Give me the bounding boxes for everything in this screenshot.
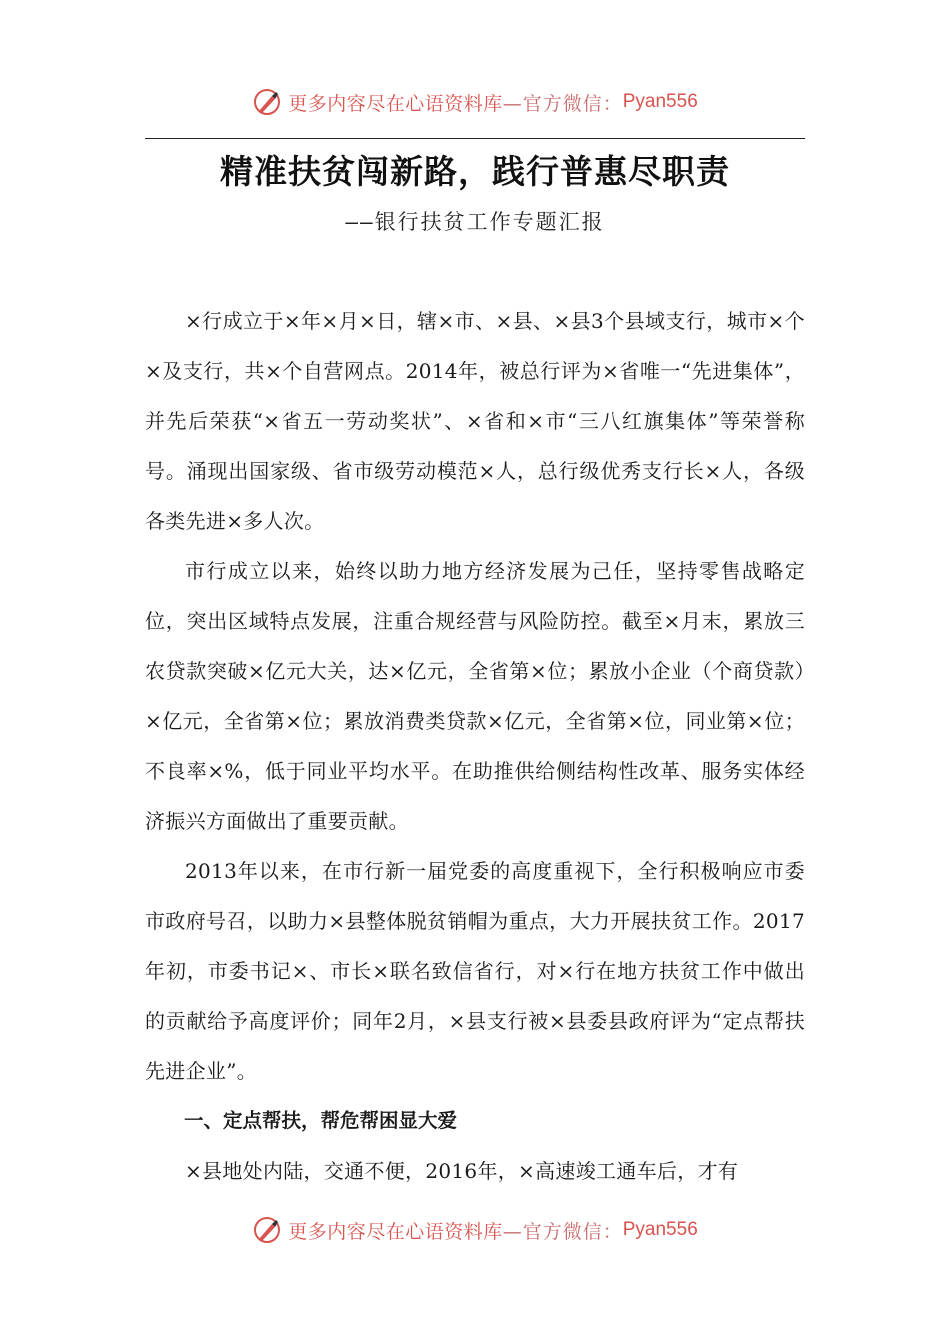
- pen-logo-icon: [252, 1215, 282, 1245]
- section-heading-1: 一、定点帮扶，帮危帮困显大爱: [184, 1109, 458, 1132]
- banner-label: —官方微信：: [502, 92, 623, 115]
- watermark-banner-top: [0, 82, 950, 122]
- pen-logo-icon: [252, 87, 282, 117]
- banner-text: 更多内容尽在心语资料库: [288, 92, 503, 115]
- watermark-banner-bottom: [0, 1210, 950, 1250]
- document-subtitle: ——银行扶贫工作专题汇报: [345, 210, 605, 234]
- banner-label: —官方微信：: [502, 1220, 623, 1243]
- header-rule: [145, 138, 805, 139]
- paragraph-3: 2013年以来，在市行新一届党委的高度重视下，全行积极响应市委市政府号召，以助力×县整体脱贫销帽为重点，大力开展扶贫工作。2017年初，市委书记×、市长×联名致信省行，对×行在地方扶贫工作中做出的贡献给予高度评价；同年2月，×县支行被×县委县政府评为“定点帮扶先进企业”。: [145, 859, 805, 1083]
- banner-wechat-id: Pyan556: [622, 91, 698, 112]
- banner-text: 更多内容尽在心语资料库: [288, 1220, 503, 1243]
- document-body: [145, 296, 805, 1196]
- banner-wechat-id: Pyan556: [622, 1219, 698, 1240]
- document-title: 精准扶贫闯新路，践行普惠尽职责: [220, 152, 730, 191]
- paragraph-4: ×县地处内陆，交通不便，2016年，×高速竣工通车后，才有: [185, 1159, 739, 1183]
- paragraph-1: ×行成立于×年×月×日，辖×市、×县、×县3个县域支行，城市×个×及支行，共×个自营网点。2014年，被总行评为×省唯一“先进集体”，并先后荣获“×省五一劳动奖状”、×省和×市“三八红旗集体”等荣誉称号。涌现出国家级、省市级劳动模范×人，总行级优秀支行长×人，各级各类先进×多人次。: [145, 309, 805, 533]
- paragraph-2: 市行成立以来，始终以助力地方经济发展为己任，坚持零售战略定位，突出区域特点发展，注重合规经营与风险防控。截至×月末，累放三农贷款突破×亿元大关，达×亿元，全省第×位；累放小企业（个商贷款）×亿元，全省第×位；累放消费类贷款×亿元，全省第×位，同业第×位；不良率×%，低于同业平均水平。在助推供给侧结构性改革、服务实体经济振兴方面做出了重要贡献。: [145, 559, 805, 833]
